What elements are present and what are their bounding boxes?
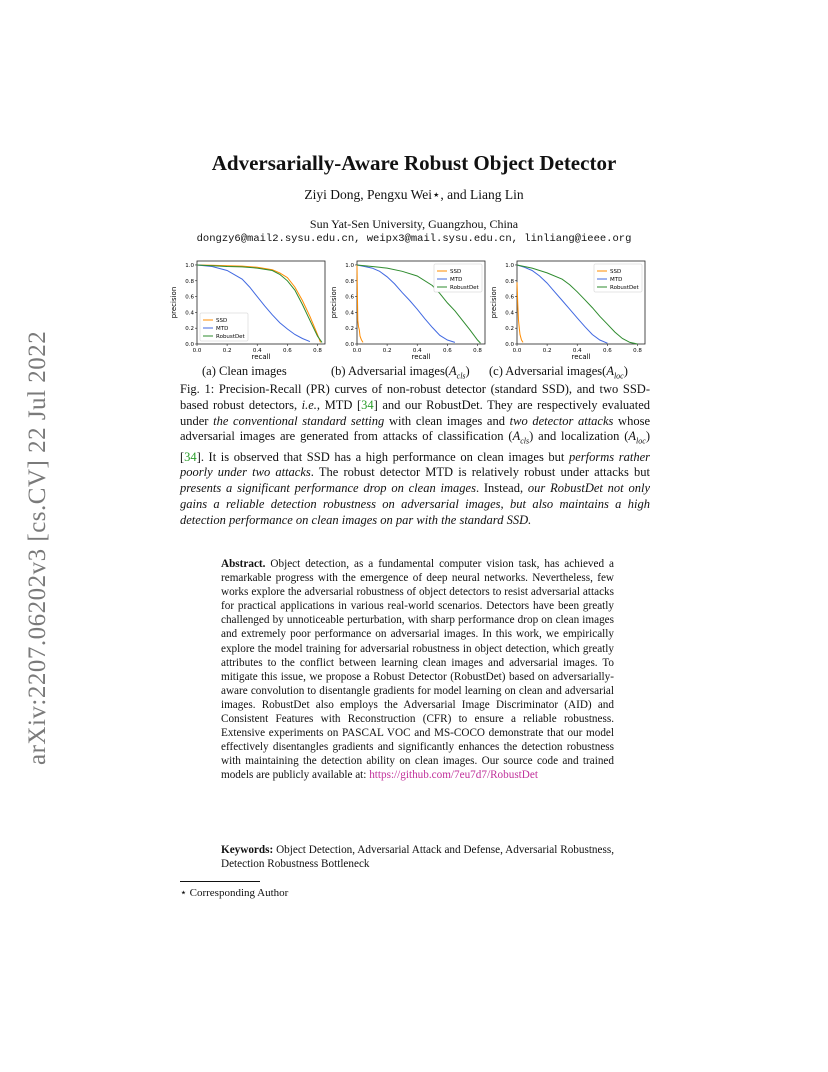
pr-chart-clean xyxy=(170,257,330,362)
y-tick-label: 0.0 xyxy=(345,342,354,348)
pr-chart-acls xyxy=(330,257,490,362)
y-tick-label: 0.4 xyxy=(505,310,514,317)
paper-title: Adversarially-Aware Robust Object Detector xyxy=(211,151,617,175)
legend-label: MTD xyxy=(450,277,463,283)
abstract-label: Abstract. xyxy=(221,558,266,570)
y-tick-label: 0.6 xyxy=(505,294,514,301)
y-tick-label: 0.8 xyxy=(185,278,194,285)
x-tick-label: 0.4 xyxy=(252,348,262,354)
y-tick-label: 0.4 xyxy=(185,310,194,317)
x-axis-label: recall xyxy=(411,353,431,361)
arxiv-id-text: arXiv:2207.06202v3 [cs.CV] 22 Jul 2022 xyxy=(24,330,51,765)
subcaption-c: (c) Adversarial $images(A_{loc})$ xyxy=(489,364,628,381)
y-tick-label: 0.8 xyxy=(505,278,514,285)
y-tick-label: 1.0 xyxy=(345,262,354,269)
y-tick-label: 0.2 xyxy=(185,326,194,333)
arxiv-side-stamp xyxy=(24,295,80,765)
legend-label: SSD xyxy=(610,269,622,275)
x-axis-label: recall xyxy=(571,353,591,361)
x-tick-label: 0.8 xyxy=(313,348,322,354)
affiliation: Sun Yat-Sen University, Guangzhou, China xyxy=(309,217,519,231)
series-line-ssd xyxy=(357,265,363,342)
subcaption-b: (b) Adversarial $images(A_{cls})$ xyxy=(331,364,470,381)
y-tick-label: 0.2 xyxy=(505,326,514,333)
x-axis-label: recall xyxy=(251,353,271,361)
figure-caption: Fig. 1: Precision-Recall (PR) curves of non-robust detector (standard SSD), and two SSD-based robust detectors, i.e., MTD [34] and our RobustDet. They are respectively evaluated under the conventional standard setting with clean images and two detector attacks whose adversarial images are generated from attacks of classification $(A_{cls})$ and localization $(A_{loc})$ [34]. It is observed that SSD has a high performance on clean images but performs rather poorly under two attacks. The robust detector MTD is relatively robust under attacks but presents a significant performance drop on clean images. Instead, our RobustDet not only gains a reliable detection robustness on adversarial images, but also maintains a high detection performance on clean images on par with the standard SSD. xyxy=(180,382,651,527)
x-tick-label: 0.6 xyxy=(602,348,612,354)
x-tick-label: 0.0 xyxy=(352,348,362,354)
y-tick-label: 0.0 xyxy=(505,342,514,348)
source-code-link[interactable]: https://github.com/7eu7d7/RobustDet xyxy=(369,769,538,782)
x-tick-label: 0.4 xyxy=(412,348,422,354)
footnote-rule xyxy=(180,881,260,882)
y-tick-label: 1.0 xyxy=(185,262,194,269)
subcaption-a: (a) Clean images xyxy=(202,364,287,378)
x-tick-label: 0.8 xyxy=(473,348,482,354)
y-tick-label: 0.6 xyxy=(345,294,354,301)
y-tick-label: 0.8 xyxy=(345,278,354,285)
pr-chart-aloc xyxy=(490,257,650,362)
series-line-ssd xyxy=(517,282,523,342)
legend-label: RobustDet xyxy=(216,334,245,340)
y-tick-label: 0.4 xyxy=(345,310,354,317)
pr-chart-b-container xyxy=(330,257,490,362)
legend-label: MTD xyxy=(216,326,229,332)
x-tick-label: 0.2 xyxy=(542,348,552,354)
pr-chart-c-container xyxy=(490,257,650,362)
y-tick-label: 0.2 xyxy=(345,326,354,333)
y-tick-label: 1.0 xyxy=(505,262,514,269)
keywords: Keywords: Object Detection, Adversarial Attack and Defense, Adversarial Robustness, Detection Robustness Bottleneck xyxy=(221,844,614,871)
author-emails: dongzy6@mail2.sysu.edu.cn, weipx3@mail.sysu.edu.cn, linliang@ieee.org xyxy=(196,233,632,245)
x-tick-label: 0.8 xyxy=(633,348,642,354)
y-axis-label: precision xyxy=(170,286,178,319)
x-tick-label: 0.0 xyxy=(192,348,202,354)
x-tick-label: 0.6 xyxy=(442,348,452,354)
legend-label: MTD xyxy=(610,277,623,283)
citation-link[interactable]: 34 xyxy=(361,397,374,412)
x-tick-label: 0.4 xyxy=(572,348,582,354)
abstract: Abstract. Object detection, as a fundamental computer vision task, has achieved a remarkable progress with the emergence of deep neural networks. Nevertheless, few works explore the adversarial robustness of object detectors to resist adversarial attacks for practical applications in various real-world scenarios. Detectors have been greatly challenged by unnoticeable perturbation, with sharp performance drop on clean images and extremely poor performance on adversarial images. In this work, we empirically explore the model training for adversarial robustness in object detection, which greatly attributes to the conflict between learning clean images and adversarial images. To mitigate this issue, we propose a Robust Detector (RobustDet) based on adversarially-aware convolution to disentangle gradients for model learning on clean and adversarial images. RobustDet also employs the Adversarial Image Discriminator (AID) and Consistent Features with Reconstruction (CFR) to ensure a reliable robustness. Extensive experiments on PASCAL VOC and MS-COCO demonstrate that our model effectively disentangles gradients and significantly enhances the detection robustness with maintaining the detection ability on clean images. Our source code and trained models are publicly available at: https://github.com/7eu7d7/RobustDet xyxy=(221,558,614,782)
keywords-label: Keywords: xyxy=(221,844,274,856)
legend-label: RobustDet xyxy=(450,285,479,291)
x-tick-label: 0.2 xyxy=(222,348,232,354)
legend-label: SSD xyxy=(450,269,462,275)
paper-authors: Ziyi Dong, Pengxu Wei⋆, and Liang Lin xyxy=(304,187,524,202)
pr-chart-a-container xyxy=(170,257,330,362)
y-tick-label: 0.0 xyxy=(185,342,194,348)
legend-label: RobustDet xyxy=(610,285,639,291)
x-tick-label: 0.2 xyxy=(382,348,392,354)
x-tick-label: 0.0 xyxy=(512,348,522,354)
legend-label: SSD xyxy=(216,318,228,324)
footnote: ⋆ Corresponding Author xyxy=(180,887,289,899)
y-tick-label: 0.6 xyxy=(185,294,194,301)
x-tick-label: 0.6 xyxy=(282,348,292,354)
y-axis-label: precision xyxy=(490,286,498,319)
citation-link[interactable]: 34 xyxy=(184,449,197,464)
y-axis-label: precision xyxy=(330,286,338,319)
